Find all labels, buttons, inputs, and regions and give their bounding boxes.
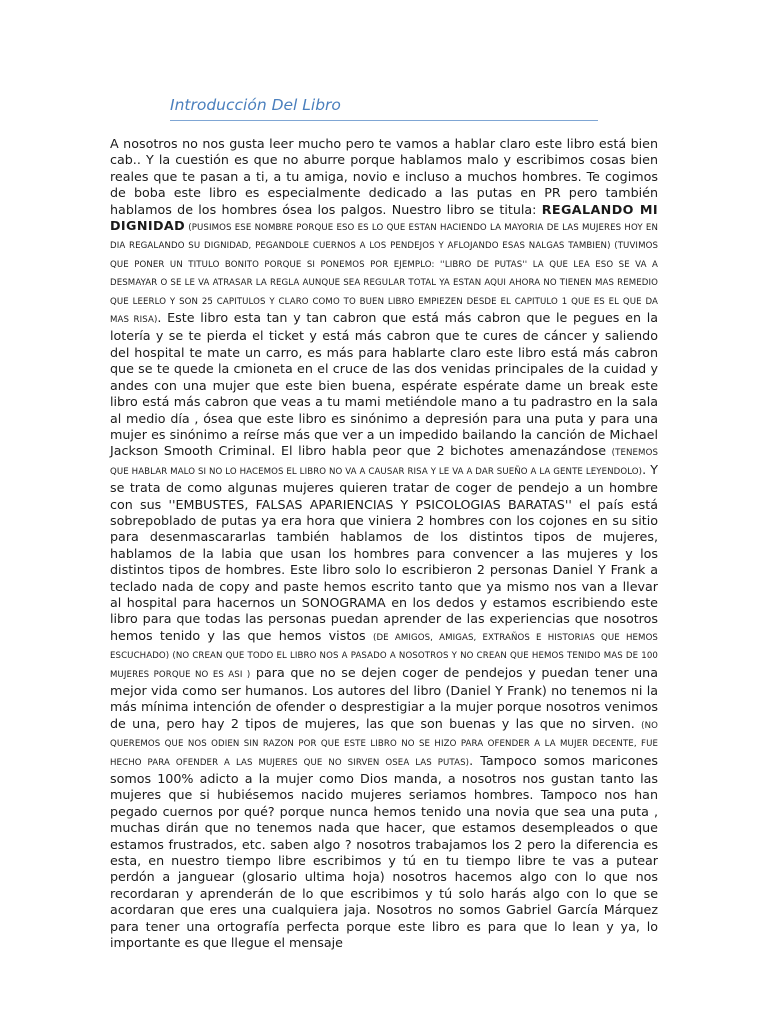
book-title-bold: REGALANDO MI DIGNIDAD: [110, 201, 659, 234]
caps-aside: (DE AMIGOS, AMIGAS, EXTRAÑOS E HISTORIAS QUE HEMOS ESCUCHADO) (NO CREAN QUE TODO EL LIBRO NOS A PASADO A NOSOTROS Y NO CREAN QUE HEMOS TENIDO MAS DE 100 MUJERES PORQUE NO ES ASI ): [110, 632, 658, 680]
caps-aside: (TENEMOS QUE HABLAR MALO SI NO LO HACEMOS EL LIBRO NO VA A CAUSAR RISA Y LE VA A DAR SUEÑO A LA GENTE LEYENDOLO): [110, 448, 658, 477]
text-segment: para que no se dejen coger de pendejos y puedan tener una mejor vida como ser humanos. Los autores del libro (Daniel Y Frank) no tenemos ni la más mínima intención de ofender o desprestigiar a la mujer porque nosotros venimos de una, pero hay 2 tipos de mujeres, las que son buenas y las que no sirven.: [110, 664, 658, 731]
text-segment: . Y se trata de como algunas mujeres quieren tratar de coger de pendejo a un hombre con sus ''EMBUSTES, FALSAS APARIENCIAS Y PSICOLOGIAS BARATAS'' el país está sobrepoblado de putas ya era hora que viniera 2 hombres con los cojones en su sitio para desenmascararlas también hablamos de los distintos tipos de mujeres, hablamos de la labia que usan los hombres para convencer a las mujeres y los distintos tipos de hombres. Este libro solo lo escribieron 2 personas Daniel Y Frank a teclado nada de copy and paste hemos escrito tanto que ya mismo nos van a llevar al hospital para hacernos un SONOGRAMA en los dedos y estamos escribiendo este libro para que todas las personas puedan aprender de las experiencias que nosotros hemos tenido y las que hemos vistos: [110, 461, 658, 643]
body-paragraph: [110, 136, 658, 952]
text-segment: . Este libro esta tan y tan cabron que está más cabron que le pegues en la lotería y se te pierda el ticket y está más cabron que te cures de cáncer y saliendo del hospital te mate un carro, es más para hablarte claro este libro está más cabron que se te quede la cmioneta en el cruce de las dos venidas principales de la cuidad y andes con una mujer que este bien buena, espérate espérate dame un break este libro está más cabron que veas a tu mami metiéndole mano a tu padrastro en la sala al medio día , ósea que este libro es sinónimo a depresión para una puta y para una mujer es sinónimo a reírse más que ver a un impedido bailando la canción de Michael Jackson Smooth Criminal. El libro habla peor que 2 bichotes amenazándose: [110, 310, 658, 459]
text-segment: A nosotros no nos gusta leer mucho pero te vamos a hablar claro este libro está bien cab.. Y la cuestión es que no aburre porque hablamos malo y escribimos cosas bien reales que te pasan a ti, a tu amiga, novio e incluso a muchos hombres. Te cogimos de boba este libro es especialmente dedicado a las putas en PR pero también hablamos de los hombres ósea los palgos. Nuestro libro se titula:: [110, 136, 658, 217]
caps-aside: (NO QUEREMOS QUE NOS ODIEN SIN RAZON POR QUE ESTE LIBRO NO SE HIZO PARA OFENDER A LA MUJER DECENTE, FUE HECHO PARA OFENDER A LAS MUJERES QUE NO SIRVEN OSEA LAS PUTAS): [110, 720, 658, 768]
page-title: Introducción Del Libro: [170, 94, 598, 121]
text-segment: . Tampoco somos maricones somos 100% adicto a la mujer como Dios manda, a nosotros nos gustan tanto las mujeres que si hubiésemos nacido mujeres seriamos hombres. Tampoco nos han pegado cuernos por qué? porque nunca hemos tenido una novia que sea una puta , muchas dirán que no tenemos nada que hacer, que estamos desempleados o que estamos frustrados, etc. saben algo ? nosotros trabajamos los 2 pero la diferencia es esta, en nuestro tiempo libre escribimos y tú en tu tiempo libre te vas a putear perdón a janguear (glosario ultima hoja) nosotros hacemos algo con lo que nos recordaran y aprenderán de lo que escribimos y tú solo harás algo con lo que se acordaran que eres una cualquiera jaja. Nosotros no somos Gabriel García Márquez para tener una ortografía perfecta porque este libro es para que lo lean y ya, lo importante es que llegue el mensaje: [110, 752, 658, 951]
caps-aside: (PUSIMOS ESE NOMBRE PORQUE ESO ES LO QUE ESTAN HACIENDO LA MAYORIA DE LAS MUJERES HOY EN DIA REGALANDO SU DIGNIDAD, PEGANDOLE CUERNOS A LOS PENDEJOS Y AFLOJANDO ESAS NALGAS TAMBIEN) (TUVIMOS QUE PONER UN TITULO BONITO PORQUE SI PONEMOS POR EJEMPLO: ''LIBRO DE PUTAS'' LA QUE LEA ESO SE VA A DESMAYAR O SE LE VA ATRASAR LA REGLA AUNQUE SEA REGULAR TOTAL YA ESTAN AQUI AHORA NO TIENEN MAS REMEDIO QUE LEERLO Y SON 25 CAPITULOS Y CLARO COMO TO BUEN LIBRO EMPIEZEN DESDE EL CAPITULO 1 QUE ES EL QUE DA MAS RISA): [110, 223, 658, 326]
